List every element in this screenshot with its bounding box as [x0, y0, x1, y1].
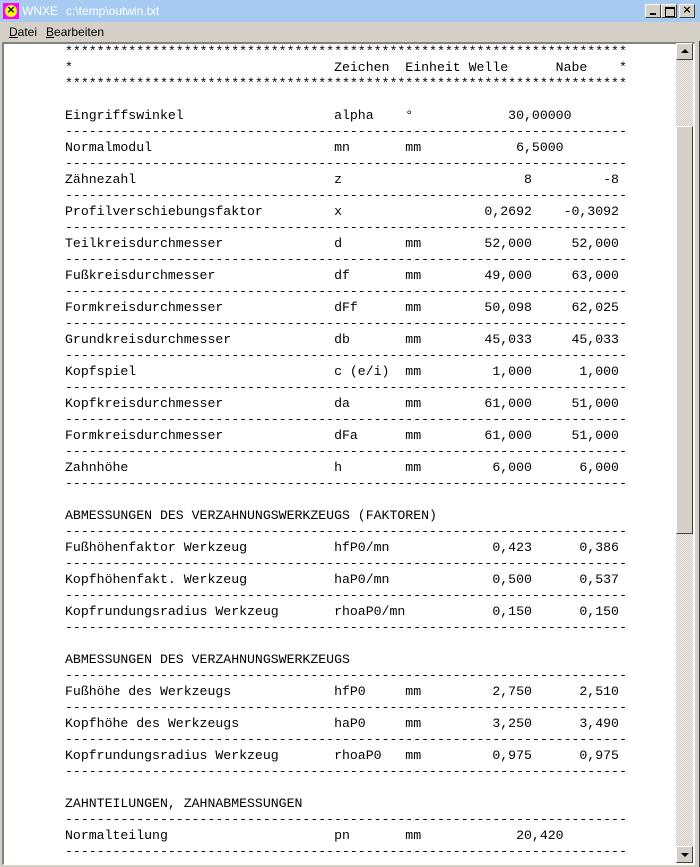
row-divider: ----------------------------------------------------------------------- [65, 156, 627, 171]
blank-line [65, 92, 627, 108]
menu-bearbeiten-accel: B [46, 25, 55, 39]
row-divider: ----------------------------------------------------------------------- [65, 252, 627, 267]
data-row: Kopfhöhe des Werkzeugs haP0 mm 3,250 3,490 [65, 716, 627, 731]
row-divider: ----------------------------------------------------------------------- [65, 732, 627, 747]
data-row: Formkreisdurchmesser dFf mm 50,098 62,025 [65, 300, 627, 315]
row-divider: ----------------------------------------------------------------------- [65, 556, 627, 571]
close-button[interactable] [679, 4, 695, 18]
maximize-button[interactable] [661, 4, 677, 18]
row-divider: ----------------------------------------------------------------------- [65, 284, 627, 299]
scroll-down-button[interactable] [676, 846, 693, 863]
menu-bearbeiten-label: earbeiten [54, 25, 105, 39]
window-app-name: WNXE [22, 4, 58, 18]
row-divider: ----------------------------------------------------------------------- [65, 412, 627, 427]
minimize-button[interactable] [645, 4, 661, 18]
row-divider: ----------------------------------------------------------------------- [65, 668, 627, 683]
data-row: Teilkreisdurchmesser d mm 52,000 52,000 [65, 236, 627, 251]
row-divider: ----------------------------------------------------------------------- [65, 764, 627, 779]
data-row: Kopfkreisdurchmesser da mm 61,000 51,000 [65, 396, 627, 411]
section-title-pitch: ZAHNTEILUNGEN, ZAHNABMESSUNGEN [65, 796, 303, 811]
data-row: Fußhöhe des Werkzeugs hfP0 mm 2,750 2,510 [65, 684, 627, 699]
data-row: Profilverschiebungsfaktor x 0,2692 -0,3092 [65, 204, 627, 219]
header-star-rule: *********************************************************************** [65, 76, 627, 91]
row-divider: ----------------------------------------------------------------------- [65, 620, 627, 635]
section-title-tool: ABMESSUNGEN DES VERZAHNUNGSWERKZEUGS [65, 652, 350, 667]
scroll-up-button[interactable] [676, 43, 693, 60]
minimize-icon [650, 13, 656, 15]
scroll-down-icon [681, 853, 689, 857]
maximize-icon [665, 7, 675, 17]
scroll-up-icon [681, 49, 689, 53]
data-row: Grundkreisdurchmesser db mm 45,033 45,033 [65, 332, 627, 347]
table-header-row: * Zeichen Einheit Welle Nabe * [65, 60, 627, 75]
title-bar[interactable] [0, 0, 700, 22]
header-star-rule: *********************************************************************** [65, 44, 627, 59]
row-divider: ----------------------------------------------------------------------- [65, 844, 627, 859]
window-file-path: c:\temp\outwin.txt [66, 4, 160, 18]
data-row: Normalteilung pn mm 20,420 [65, 828, 627, 843]
scrollbar-thumb[interactable] [676, 126, 693, 534]
row-divider: ----------------------------------------------------------------------- [65, 380, 627, 395]
vertical-scrollbar[interactable] [676, 43, 693, 863]
data-row: Kopfhöhenfakt. Werkzeug haP0/mn 0,500 0,537 [65, 572, 627, 587]
data-row: Kopfrundungsradius Werkzeug rhoaP0/mn 0,150 0,150 [65, 604, 627, 619]
menu-datei-accel: D [9, 25, 18, 39]
row-divider: ----------------------------------------------------------------------- [65, 476, 627, 491]
output-document [65, 44, 627, 860]
menu-bar [0, 22, 700, 41]
row-divider: ----------------------------------------------------------------------- [65, 812, 627, 827]
close-icon: × [682, 3, 692, 16]
menu-datei[interactable] [9, 25, 37, 39]
row-divider: ----------------------------------------------------------------------- [65, 444, 627, 459]
menu-datei-label: atei [17, 25, 38, 39]
row-divider: ----------------------------------------------------------------------- [65, 348, 627, 363]
blank-line [65, 492, 627, 508]
section-title-tool-factors: ABMESSUNGEN DES VERZAHNUNGSWERKZEUGS (FAKTOREN) [65, 508, 437, 523]
row-divider: ----------------------------------------------------------------------- [65, 700, 627, 715]
data-row: Fußhöhenfaktor Werkzeug hfP0/mn 0,423 0,386 [65, 540, 627, 555]
row-divider: ----------------------------------------------------------------------- [65, 220, 627, 235]
text-view[interactable] [2, 42, 695, 865]
wnxe-app-icon[interactable]: × [3, 3, 19, 19]
row-divider: ----------------------------------------------------------------------- [65, 124, 627, 139]
row-divider: ----------------------------------------------------------------------- [65, 188, 627, 203]
row-divider: ----------------------------------------------------------------------- [65, 316, 627, 331]
blank-line [65, 780, 627, 796]
data-row: Eingriffswinkel alpha ° 30,00000 [65, 108, 627, 123]
data-row: Zahnhöhe h mm 6,000 6,000 [65, 460, 627, 475]
data-row: Zähnezahl z 8 -8 [65, 172, 627, 187]
row-divider: ----------------------------------------------------------------------- [65, 524, 627, 539]
data-row: Formkreisdurchmesser dFa mm 61,000 51,000 [65, 428, 627, 443]
blank-line [65, 636, 627, 652]
row-divider: ----------------------------------------------------------------------- [65, 588, 627, 603]
data-row: Fußkreisdurchmesser df mm 49,000 63,000 [65, 268, 627, 283]
data-row: Normalmodul mn mm 6,5000 [65, 140, 627, 155]
data-row: Kopfspiel c (e/i) mm 1,000 1,000 [65, 364, 627, 379]
menu-bearbeiten[interactable] [46, 25, 104, 39]
data-row: Kopfrundungsradius Werkzeug rhoaP0 mm 0,975 0,975 [65, 748, 627, 763]
